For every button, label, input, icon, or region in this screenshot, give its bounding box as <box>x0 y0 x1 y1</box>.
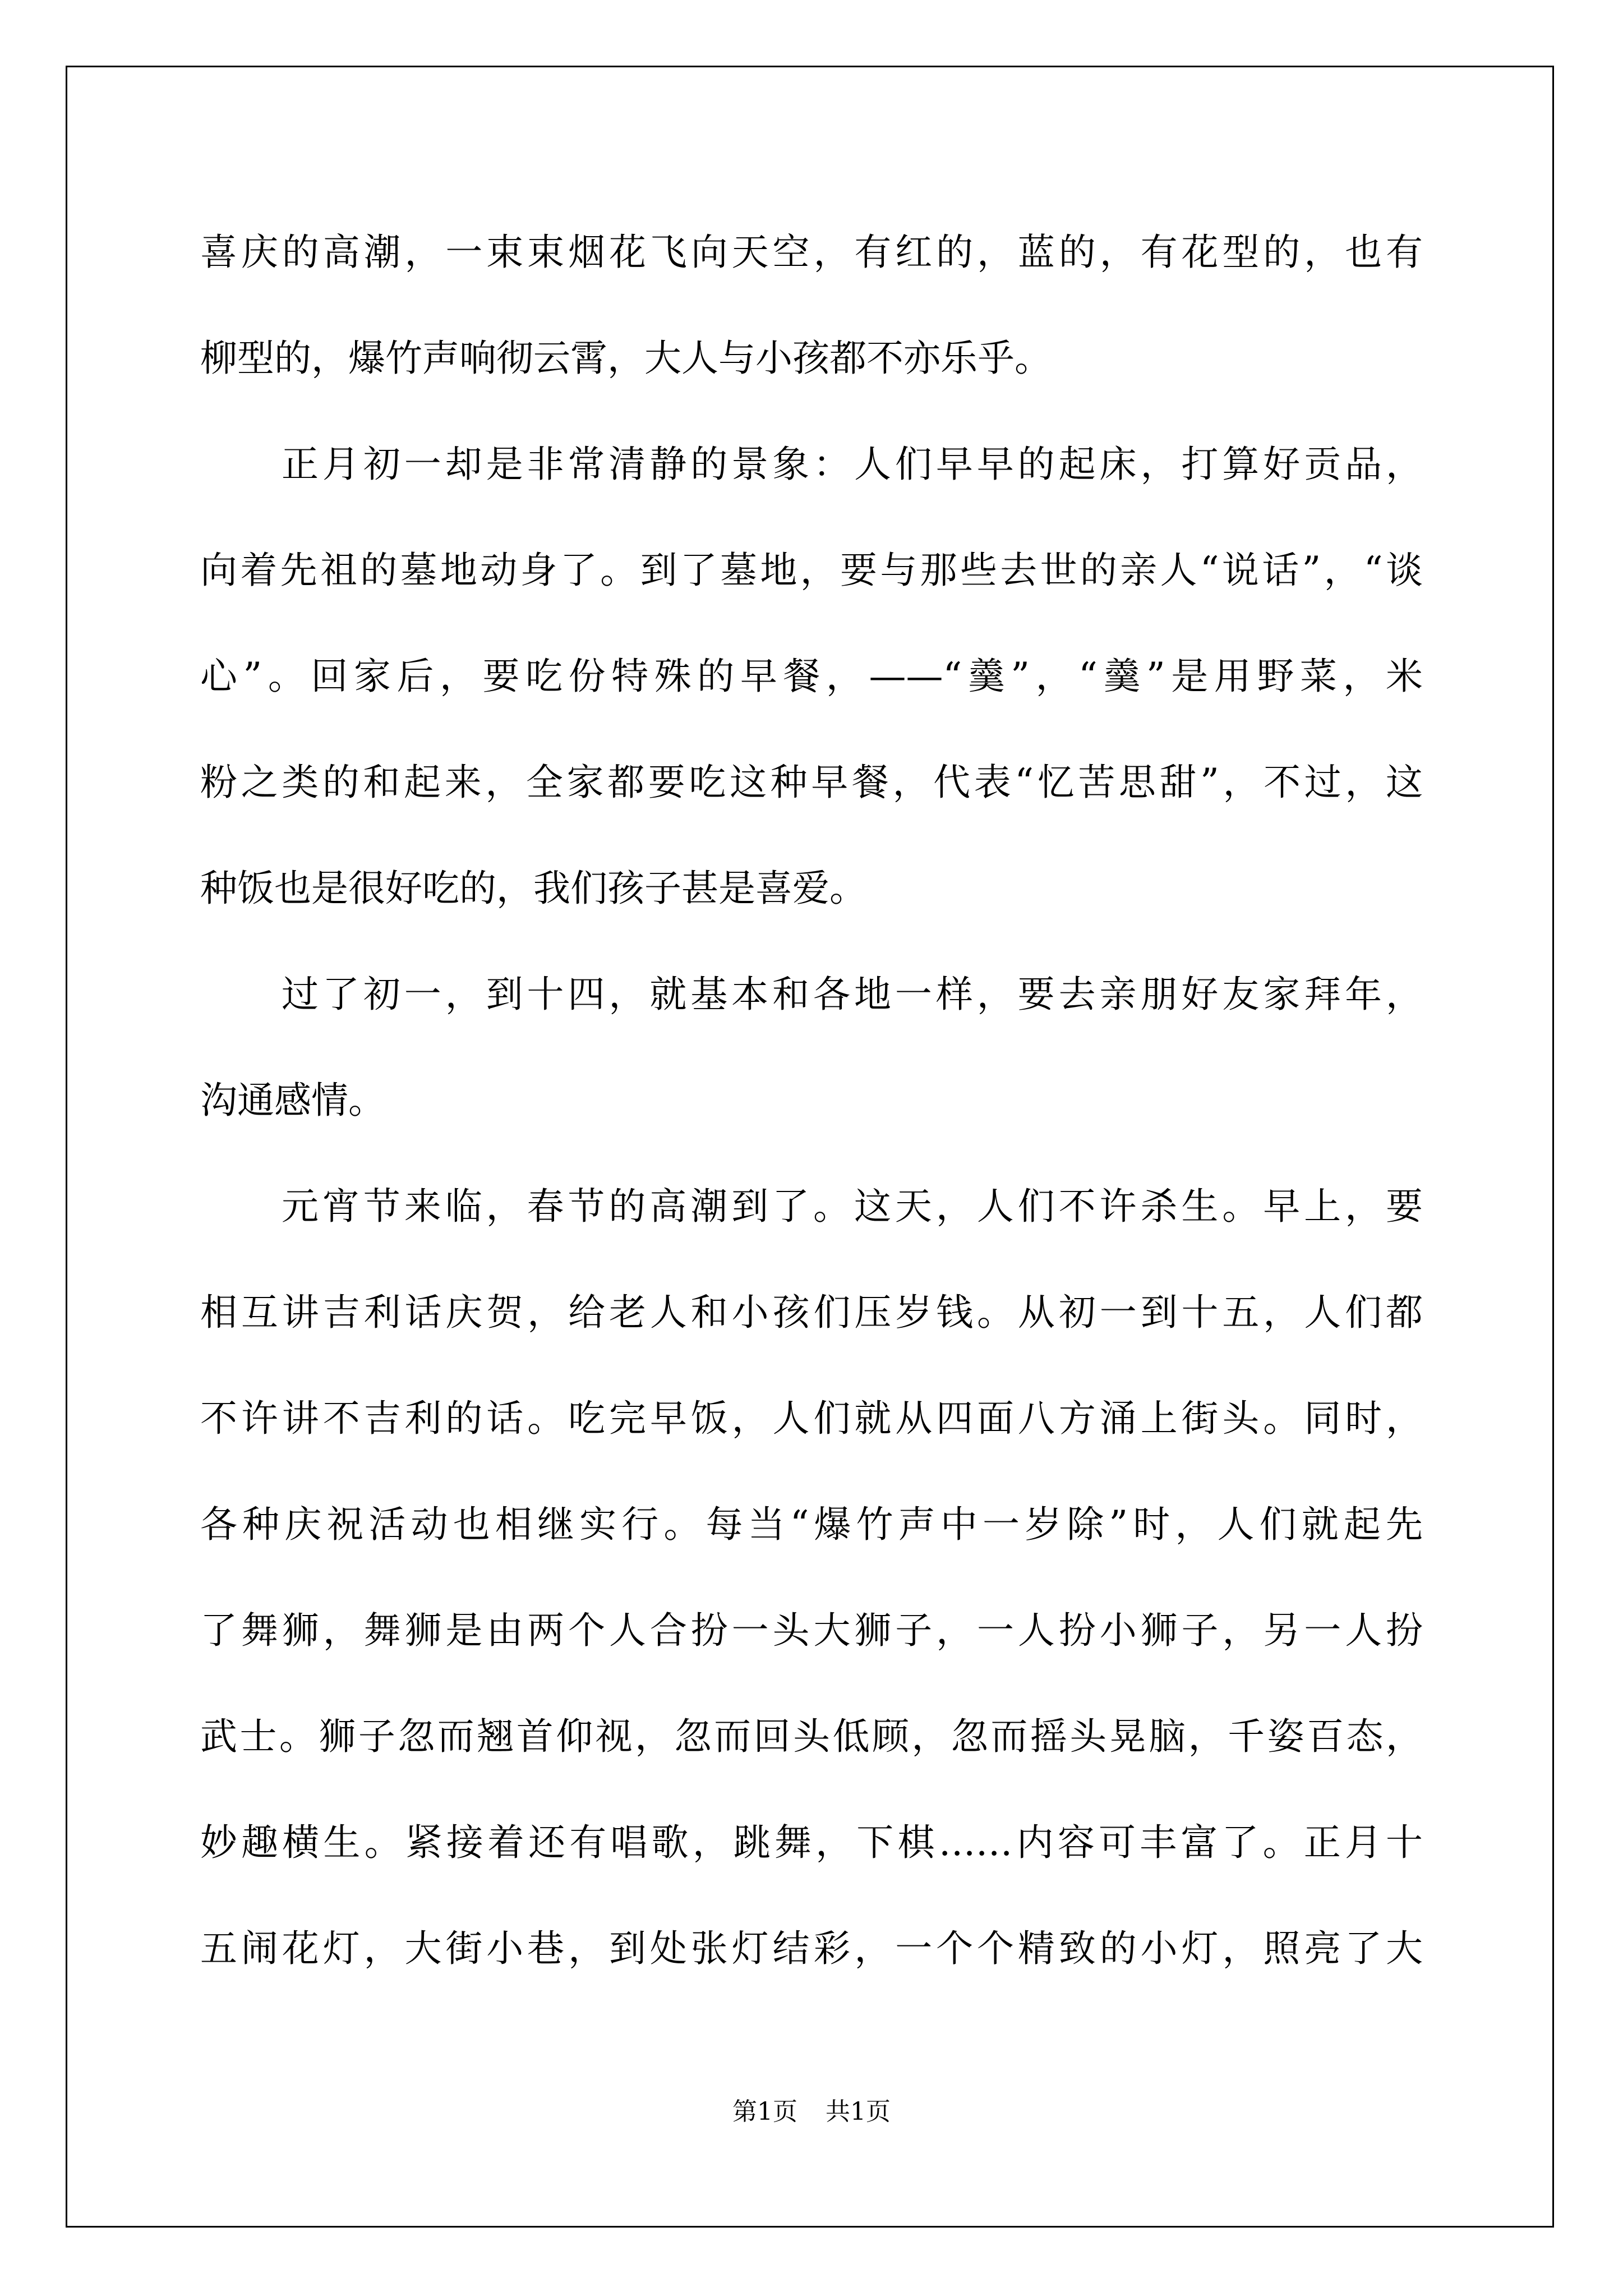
text-line: 粉之类的和起来，全家都要吃这种早餐，代表“忆苦思甜”，不过，这 <box>200 761 1423 804</box>
text-line: 各种庆祝活动也相继实行。每当“爆竹声中一岁除”时，人们就起先 <box>200 1503 1423 1546</box>
page-number: 第1页 <box>732 2097 797 2126</box>
text-line: 相互讲吉利话庆贺，给老人和小孩们压岁钱。从初一到十五，人们都 <box>200 1291 1423 1334</box>
page-total: 共1页 <box>826 2097 891 2126</box>
paragraph-first-line: 元宵节来临，春节的高潮到了。这天，人们不许杀生。早上，要 <box>282 1185 1423 1228</box>
text-line: 种饭也是很好吃的，我们孩子甚是喜爱。 <box>200 867 866 910</box>
text-line: 五闹花灯，大街小巷，到处张灯结彩，一个个精致的小灯，照亮了大 <box>200 1927 1423 1970</box>
text-line: 武士。狮子忽而翘首仰视，忽而回头低顾，忽而摇头晃脑，千姿百态， <box>200 1715 1423 1758</box>
page-footer <box>0 2095 1623 2129</box>
text-line: 妙趣横生。紧接着还有唱歌，跳舞，下棋……内容可丰富了。正月十 <box>200 1821 1423 1864</box>
document-body <box>200 213 1423 2016</box>
text-line: 向着先祖的墓地动身了。到了墓地，要与那些去世的亲人“说话”，“谈 <box>200 549 1423 592</box>
text-line: 沟通感情。 <box>200 1079 385 1122</box>
text-line: 不许讲不吉利的话。吃完早饭，人们就从四面八方涌上街头。同时， <box>200 1397 1423 1440</box>
text-line: 心”。回家后，要吃份特殊的早餐，——“羹”，“羹”是用野菜，米 <box>200 655 1423 698</box>
text-line: 柳型的，爆竹声响彻云霄，大人与小孩都不亦乐乎。 <box>200 337 1052 380</box>
text-line: 喜庆的高潮，一束束烟花飞向天空，有红的，蓝的，有花型的，也有 <box>200 231 1423 274</box>
paragraph-first-line: 正月初一却是非常清静的景象：人们早早的起床，打算好贡品， <box>282 443 1423 486</box>
text-line: 了舞狮，舞狮是由两个人合扮一头大狮子，一人扮小狮子，另一人扮 <box>200 1609 1423 1652</box>
paragraph-first-line: 过了初一，到十四，就基本和各地一样，要去亲朋好友家拜年， <box>282 973 1423 1016</box>
